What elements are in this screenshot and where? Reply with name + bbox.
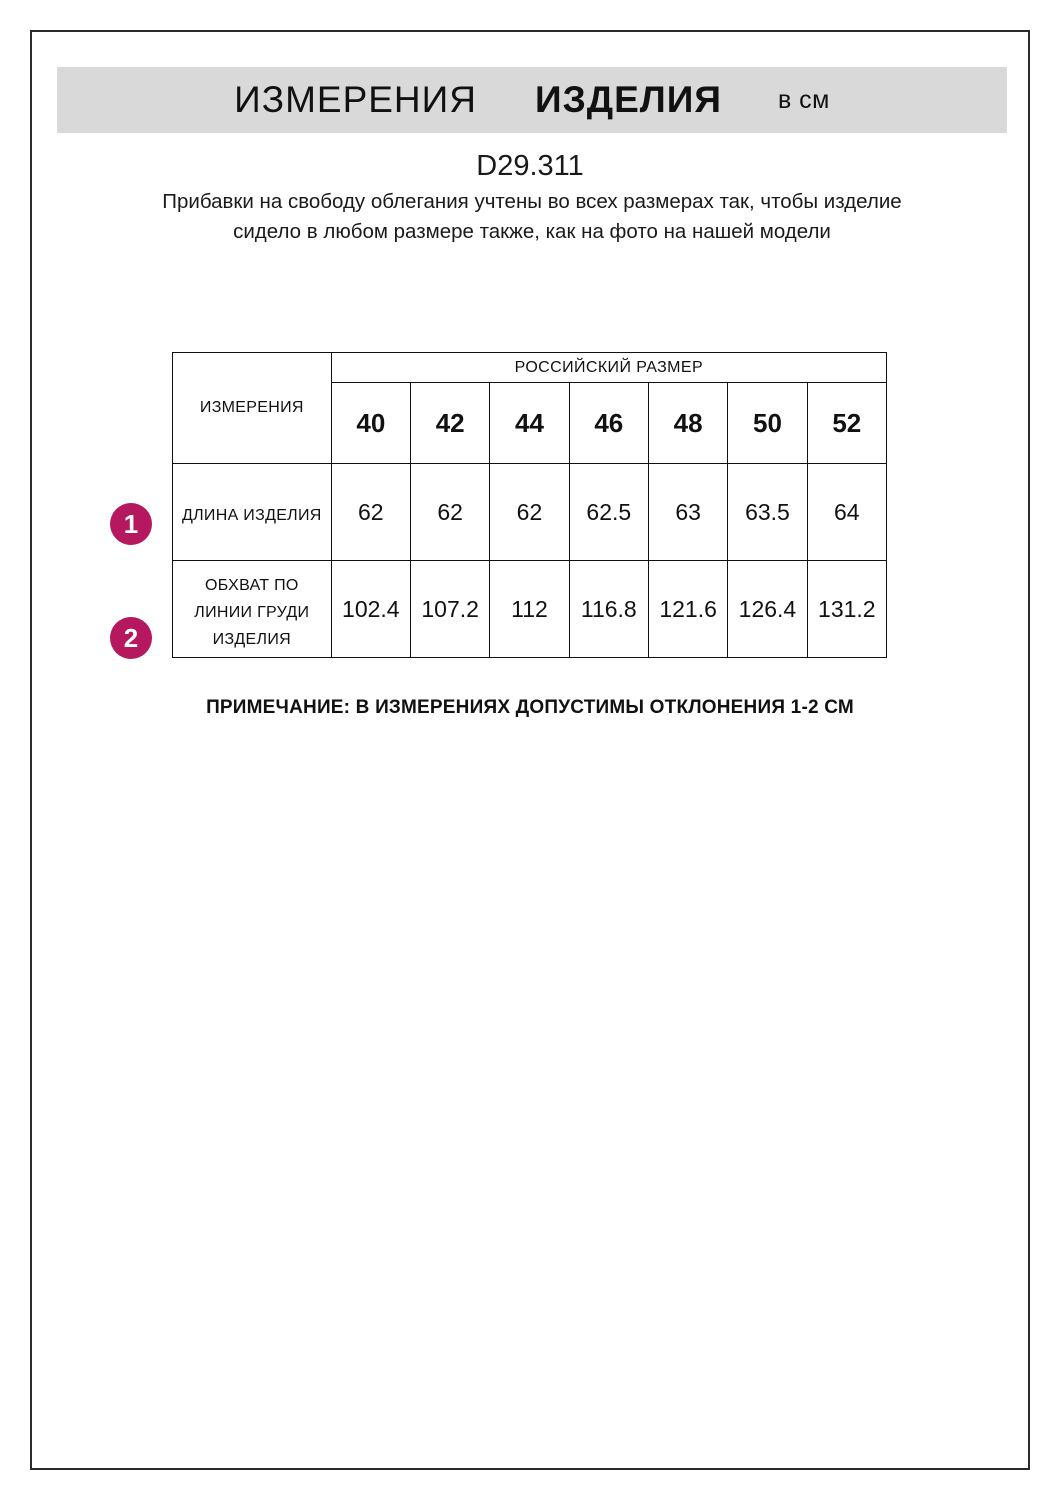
cell-chest-40: 102.4 [331,561,410,658]
cell-chest-48: 121.6 [648,561,727,658]
header-band [57,67,1007,133]
cell-chest-42: 107.2 [410,561,489,658]
header-cell-russian-size [331,353,886,383]
cell-chest-50: 126.4 [728,561,807,658]
row-label-length: ДЛИНА ИЗДЕЛИЯ [173,464,332,561]
table-row [173,464,887,561]
cell-chest-46: 116.8 [569,561,648,658]
size-cell-44: 44 [490,383,569,464]
size-cell-46: 46 [569,383,648,464]
size-cell-48: 48 [648,383,727,464]
cell-chest-44: 112 [490,561,569,658]
cell-length-50: 63.5 [728,464,807,561]
intro-paragraph: Прибавки на свободу облегания учтены во всех размерах так, чтобы изделие сидело в любом размере также, как на фото на нашей модели [162,190,902,243]
size-cell-52: 52 [807,383,886,464]
size-table [172,352,887,658]
table-row-group-header [173,353,887,383]
table-row [173,561,887,658]
note-text: ПРИМЕЧАНИЕ: В ИЗМЕРЕНИЯХ ДОПУСТИМЫ ОТКЛОНЕНИЯ 1-2 СМ [206,697,854,718]
size-cell-40: 40 [331,383,410,464]
measurements-header-label: ИЗМЕРЕНИЯ [199,399,304,416]
size-cell-50: 50 [728,383,807,464]
cell-length-40: 62 [331,464,410,561]
row-badge-1: 1 [110,503,152,545]
row-badge-2: 2 [110,617,152,659]
cell-length-46: 62.5 [569,464,648,561]
header-unit-label: в см [777,85,830,114]
page-frame [30,30,1030,1470]
header-title-product: ИЗДЕЛИЯ [534,79,722,120]
cell-chest-52: 131.2 [807,561,886,658]
header-title-measurements: ИЗМЕРЕНИЯ [234,79,477,120]
row-label-chest: ОБХВАТ ПО ЛИНИИ ГРУДИ ИЗДЕЛИЯ [173,561,332,658]
size-cell-42: 42 [410,383,489,464]
cell-length-42: 62 [410,464,489,561]
cell-length-52: 64 [807,464,886,561]
cell-length-48: 63 [648,464,727,561]
article-code: D29.311 [476,150,584,182]
size-table-wrapper [172,352,887,658]
russian-size-label: РОССИЙСКИЙ РАЗМЕР [514,358,704,376]
header-cell-measurements [173,353,332,464]
document-content [32,32,1028,1468]
cell-length-44: 62 [490,464,569,561]
